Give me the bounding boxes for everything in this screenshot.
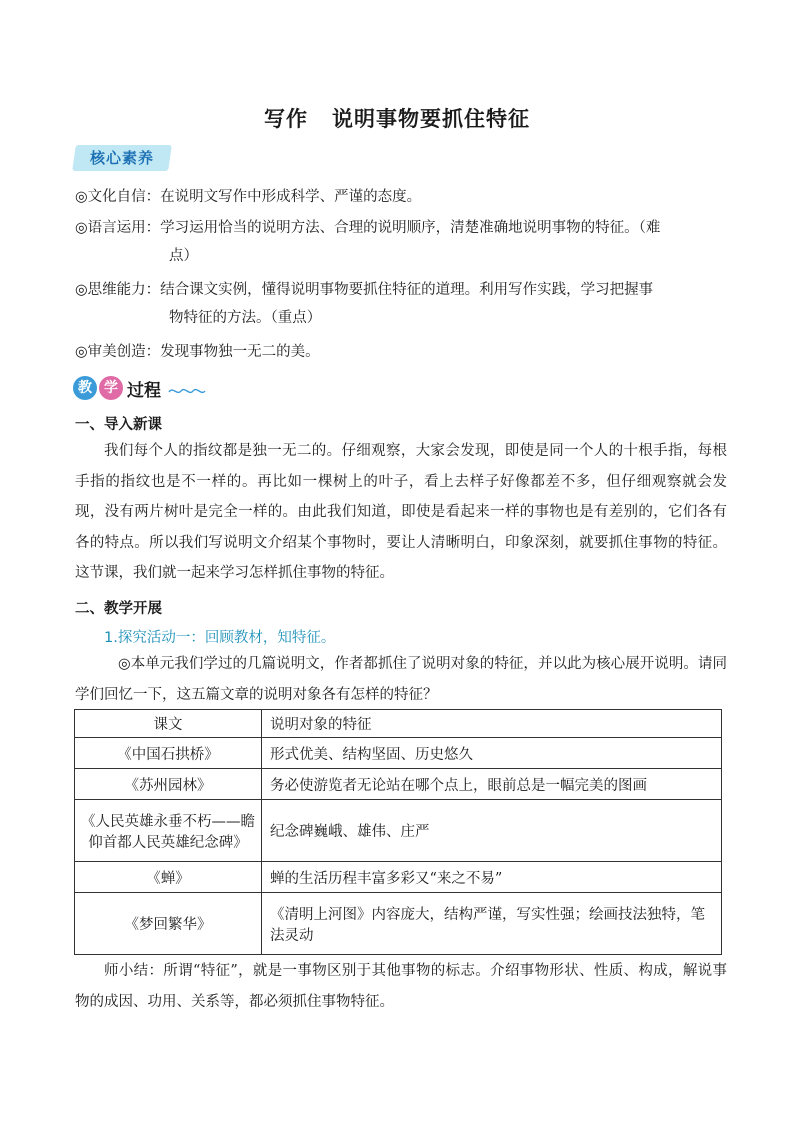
circle-badge-2: 学 — [99, 376, 123, 400]
goal-continuation: 点） — [169, 248, 198, 264]
intro-paragraph: 我们每个人的指纹都是独一无二的。仔细观察，大家会发现，即使是同一个人的十根手指，每根手指的指纹也是不一样的。再比如一棵树上的叶子，看上去样子好像都差不多，但仔细观察就会发现，没有两片树叶是完全一样的。由此我们知道，即使是看起来一样的事物也是有差别的，它们各有各的特点。所以我们写说明文介绍某个事物时，要让人清晰明白，印象深刻，就要抓住事物的特征。这节课，我们就一起来学习怎样抓住事物的特征。 — [75, 443, 727, 581]
table-cell-feature: 《清明上河图》内容庞大，结构严谨，写实性强；绘画技法独特，笔法灵动 — [262, 893, 722, 955]
table-cell-title: 《人民英雄永垂不朽——瞻仰首都人民英雄纪念碑》 — [75, 800, 262, 862]
process-title: 过程 — [127, 381, 161, 401]
goal-text: ◎文化自信：在说明文写作中形成科学、严谨的态度。 — [75, 189, 422, 205]
badge-label: 核心素养 — [89, 149, 154, 167]
activity-1-heading: 1.探究活动一：回顾教材，知特征。 — [104, 630, 336, 646]
table-cell-title: 《中国石拱桥》 — [75, 738, 262, 769]
table-row — [75, 769, 722, 800]
goal-text: ◎审美创造：发现事物独一无二的美。 — [75, 344, 320, 360]
table-cell-feature: 蝉的生活历程丰富多彩又“来之不易” — [262, 862, 722, 893]
table-cell-feature: 形式优美、结构坚固、历史悠久 — [262, 738, 722, 769]
teaching-process-heading — [73, 376, 213, 402]
section-heading-intro: 一、导入新课 — [75, 417, 162, 433]
goal-thinking — [75, 276, 653, 332]
goal-text: ◎语言运用：学习运用恰当的说明方法、合理的说明顺序，清楚准确地说明事物的特征。（难 — [75, 220, 661, 236]
table-cell-title: 《蝉》 — [75, 862, 262, 893]
title-part-1: 写作 — [264, 107, 308, 131]
table-row — [75, 738, 722, 769]
table-row — [75, 862, 722, 893]
table-row — [75, 893, 722, 955]
title-part-2: 说明事物要抓住特征 — [332, 107, 530, 131]
swirl-decoration-icon — [167, 386, 207, 396]
table-cell-title: 《梦回繁华》 — [75, 893, 262, 955]
table-header-cell: 说明对象的特征 — [262, 710, 722, 738]
table-header-cell: 课文 — [75, 710, 262, 738]
table-header-row — [75, 710, 722, 738]
table-cell-feature: 务必使游览者无论站在哪个点上，眼前总是一幅完美的图画 — [262, 769, 722, 800]
question-paragraph: ◎本单元我们学过的几篇说明文，作者都抓住了说明对象的特征，并以此为核心展开说明。请同学们回忆一下，这五篇文章的说明对象各有怎样的特征？ — [75, 656, 727, 703]
goal-aesthetic — [75, 338, 320, 366]
goal-text: ◎思维能力：结合课文实例，懂得说明事物要抓住特征的道理。利用写作实践，学习把握事 — [75, 282, 654, 298]
table-cell-title: 《苏州园林》 — [75, 769, 262, 800]
table-cell-feature: 纪念碑巍峨、雄伟、庄严 — [262, 800, 722, 862]
circle-badge-1: 教 — [73, 376, 97, 400]
table-row — [75, 800, 722, 862]
text-features-table — [74, 709, 722, 955]
summary-paragraph: 师小结：所谓“特征”，就是一事物区别于其他事物的标志。介绍事物形状、性质、构成，解说事物的成因、功用、关系等，都必须抓住事物特征。 — [75, 963, 727, 1010]
goal-language — [75, 214, 660, 270]
goal-culture — [75, 183, 421, 211]
core-literacy-badge — [74, 145, 170, 171]
goal-continuation: 物特征的方法。（重点） — [169, 310, 322, 326]
section-heading-teaching: 二、教学开展 — [75, 601, 162, 617]
page-title — [0, 103, 794, 133]
